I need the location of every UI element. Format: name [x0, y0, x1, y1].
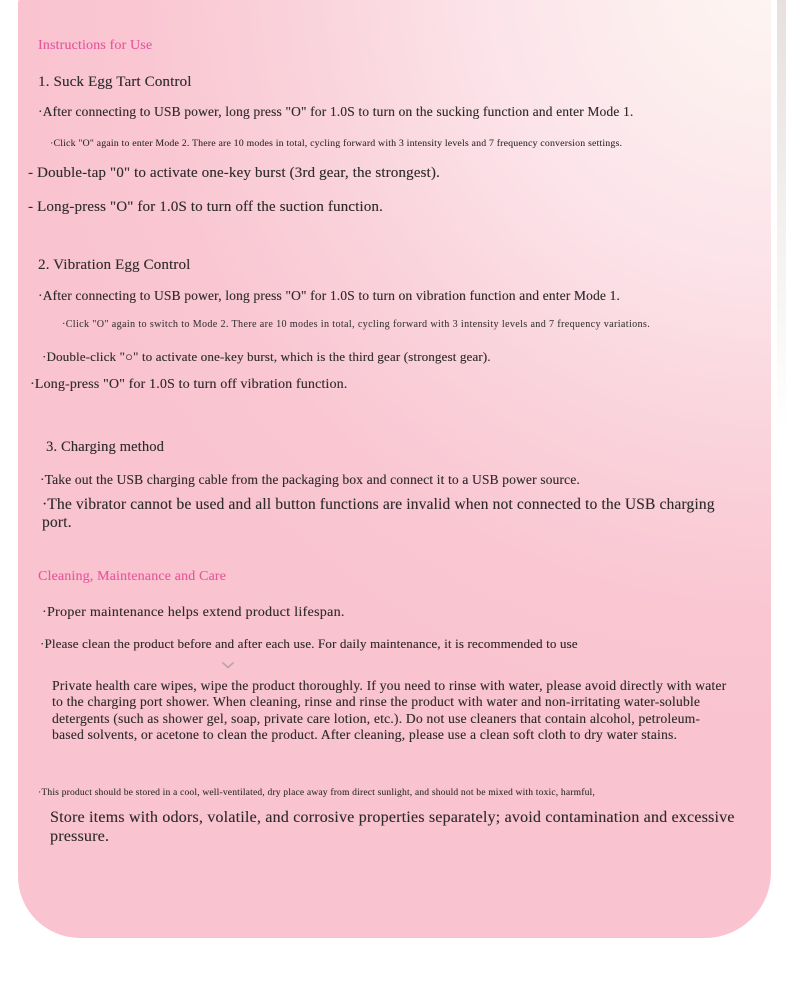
- cleaning-heading: Cleaning, Maintenance and Care: [38, 569, 226, 584]
- vibration-line-power-off: ·Long-press "O" for 1.0S to turn off vibration function.: [30, 377, 348, 392]
- instructions-card: [18, 0, 771, 938]
- vibration-line-burst: ·Double-click "○" to activate one-key burst, which is the third gear (strongest gear).: [42, 349, 491, 364]
- vibration-control-title: 2. Vibration Egg Control: [38, 257, 191, 273]
- charging-line-usb-required: ·The vibrator cannot be used and all button functions are invalid when not connected to the USB charging port.: [42, 496, 715, 532]
- suck-line-power-on: ·After connecting to USB power, long press "O" for 1.0S to turn on the sucking function and enter Mode 1.: [38, 104, 634, 119]
- cleaning-line-before-after: ·Please clean the product before and after each use. For daily maintenance, it is recommended to use: [40, 636, 578, 651]
- suck-line-power-off: - Long-press "O" for 1.0S to turn off the suction function.: [28, 199, 383, 215]
- suck-line-burst: - Double-tap "0" to activate one-key burst (3rd gear, the strongest).: [28, 165, 440, 181]
- cleaning-line-lifespan: ·Proper maintenance helps extend product lifespan.: [42, 605, 345, 620]
- vibration-line-power-on: ·After connecting to USB power, long press "O" for 1.0S to turn on vibration function and enter Mode 1.: [38, 288, 620, 303]
- charging-method-title: 3. Charging method: [46, 439, 165, 455]
- cleaning-paragraph: Private health care wipes, wipe the product thoroughly. If you need to rinse with water, please avoid directly with water to the charging port shower. When cleaning, rinse and rinse the product with water and non-irritating water-soluble detergents (such as shower gel, soap, private care lotion, etc.). Do not use cleaners that contain alcohol, petroleum-based solvents, or acetone to clean the product. After cleaning, please use a clean soft cloth to dry water stains.: [52, 678, 727, 743]
- storage-line-large: Store items with odors, volatile, and corrosive properties separately; avoid contamination and excessive pressure.: [50, 809, 735, 845]
- suck-line-modes: ·Click "O" again to enter Mode 2. There are 10 modes in total, cycling forward with 3 intensity levels and 7 frequency conversion settings.: [50, 138, 623, 149]
- vibration-line-modes: ·Click "O" again to switch to Mode 2. There are 10 modes in total, cycling forward with 3 intensity levels and 7 frequency variations.: [62, 319, 651, 330]
- suck-control-title: 1. Suck Egg Tart Control: [38, 74, 192, 90]
- storage-line-small: ·This product should be stored in a cool, well-ventilated, dry place away from direct sunlight, and should not be mixed with toxic, harmful,: [38, 788, 595, 798]
- instructions-heading: Instructions for Use: [38, 38, 153, 53]
- page-edge-shadow: [777, 0, 786, 430]
- charging-line-cable: ·Take out the USB charging cable from the packaging box and connect it to a USB power source.: [40, 472, 580, 487]
- chevron-down-icon: [220, 657, 236, 675]
